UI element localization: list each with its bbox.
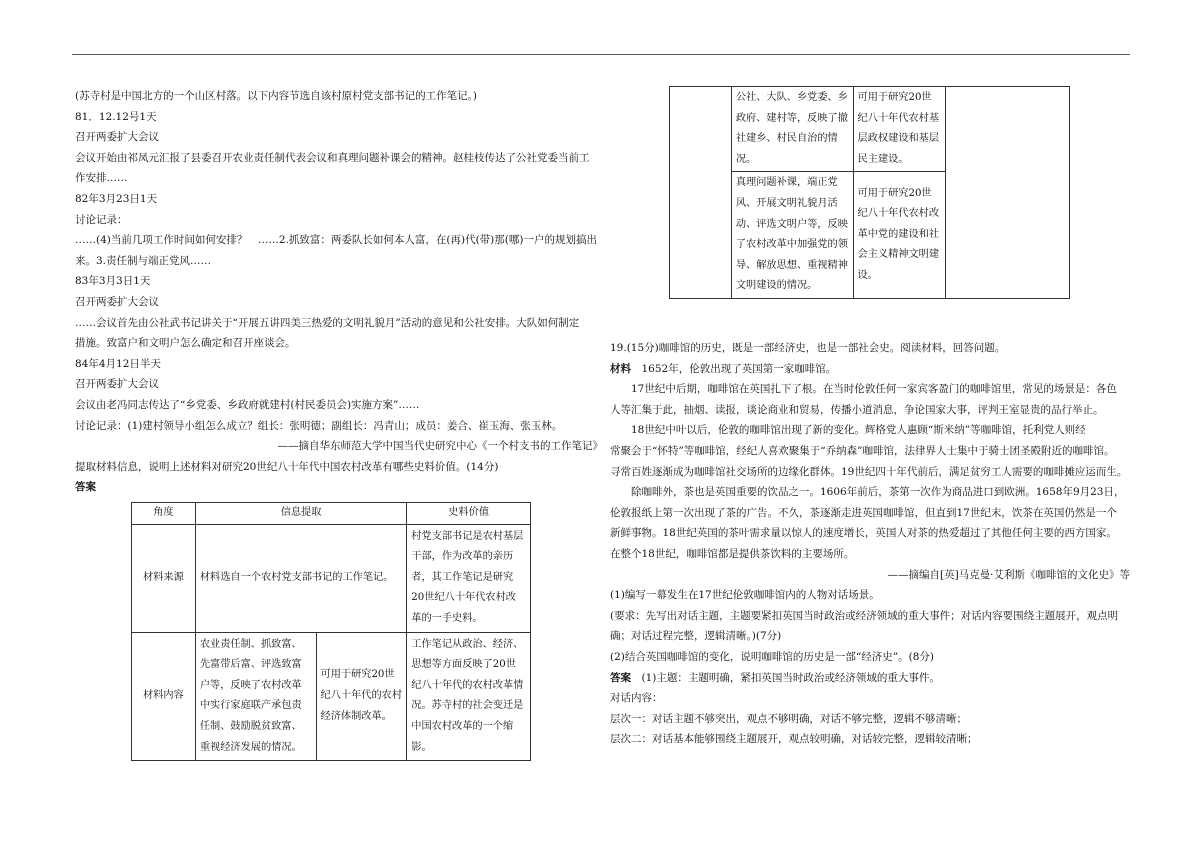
material-p3: 除咖啡外，茶也是英国重要的饮品之一。1606年前后，茶第一次作为商品进口到欧洲。1658年9月23日， <box>631 486 1125 499</box>
material-p2: 18世纪中叶以后，伦敦的咖啡馆出现了新的变化。辉格党人惠顾“斯米纳”等咖啡馆，托利党人则经 <box>631 424 1086 437</box>
material-p1: 17世纪中后期，咖啡馆在英国扎下了根。在当时伦敦任何一家宾客盈门的咖啡馆里，常见的场景是：各色 <box>631 383 1117 396</box>
dialog-label: 对话内容： <box>610 692 663 705</box>
header-rule <box>72 54 1130 55</box>
requirement-text-cont: 确；对话过程完整，逻辑清晰。)(7分) <box>610 630 782 643</box>
material-p2-cont2: 寻常百姓逐渐成为咖啡馆社交场所的边缘化群体。19世纪四十年代前后，满足贫穷工人需要的咖啡摊应运而生。 <box>610 465 1128 478</box>
material-p1-cont: 人等汇集于此，抽烟、读报，谈论商业和贸易，传播小道消息，争论国家大事，评判王室显贵的品行举止。 <box>610 403 1104 416</box>
requirement-text: (要求：先写出对话主题，主题要紧扣英国当时政治或经济领域的重大事件；对话内容要围绕主题展开，观点明 <box>610 609 1119 622</box>
cell-mid-content: 可用于研究20世纪八十年代的农村经济体制改革。 <box>316 632 407 761</box>
entry3-title: 召开两委扩大会议 <box>75 295 159 308</box>
entry1-body-cont: 作安排…… <box>75 172 128 185</box>
table-header-angle: 角度 <box>132 503 196 525</box>
answer-label: 答案 <box>75 481 96 494</box>
entry2-body-cont: 来。3.责任制与端正党风…… <box>75 254 212 267</box>
level-one: 层次一：对话主题不够突出，观点不够明确，对话不够完整，逻辑不够清晰； <box>610 712 967 725</box>
table-row <box>132 524 531 632</box>
table-header-info: 信息提取 <box>195 503 406 525</box>
level-two: 层次二：对话基本能够围绕主题展开，观点较明确，对话较完整，逻辑较清晰； <box>610 733 978 746</box>
entry4-date: 84年4月12日半天 <box>75 357 161 370</box>
entry3-body-cont: 措施。致富户和文明户怎么确定和召开座谈会。 <box>75 337 296 350</box>
cell-value-source: 村党支部书记是农村基层干部，作为改革的亲历者，其工作笔记是研究20世纪八十年代农村改革的一手史料。 <box>407 524 531 632</box>
entry2-date: 82年3月23日1天 <box>75 192 158 205</box>
entry1-body: 会议开始由祁凤元汇报了县委召开农业责任制代表会议和真理问题补课会的精神。赵桂枝传达了公社党委当前工 <box>75 151 590 164</box>
table-row <box>670 87 1070 172</box>
entry3-body: ……会议首先由公社武书记讲关于“开展五讲四美三热爱的文明礼貌月”活动的意见和公社安排。大队如何制定 <box>75 316 580 329</box>
answer-19-1: (1)主题：主题明确，紧扣英国当时政治或经济领域的重大事件。 <box>631 671 940 684</box>
cell-value-empty <box>946 87 1070 299</box>
cell-angle-source: 材料来源 <box>132 524 196 632</box>
entry1-title: 召开两委扩大会议 <box>75 131 159 144</box>
question-19-1: (1)编写一幕发生在17世纪伦敦咖啡馆内的人物对话场景。 <box>610 589 880 602</box>
source-citation: ——摘自华东师范大学中国当代史研究中心《一个村支书的工作笔记》 <box>277 440 603 453</box>
cell-info-party: 真理问题补课，端正党风、开展文明礼貌月活动、评选文明户等，反映了农村改革中加强党的领导、解放思想、重视精神文明建设的情况。 <box>731 172 853 299</box>
cell-angle-content: 材料内容 <box>132 632 196 761</box>
cell-value-content: 工作笔记从政治、经济、思想等方面反映了20世纪八十年代的农村改革情况。苏寺村的社会变迁是中国农村改革的一个缩影。 <box>407 632 531 761</box>
material-first-line: 1652年，伦敦出现了英国第一家咖啡馆。 <box>631 362 837 375</box>
answer-label-19: 答案 <box>610 671 631 684</box>
table-row <box>132 632 531 761</box>
entry4-record: 讨论记录：(1)建村领导小组怎么成立？组长：张明德；副组长：冯青山；成员：姜合、崔玉海、张玉林。 <box>75 419 563 432</box>
entry1-date: 81．12.12号1天 <box>75 110 157 123</box>
entry2-label: 讨论记录： <box>75 213 128 226</box>
left-column <box>75 86 603 498</box>
entry4-title: 召开两委扩大会议 <box>75 378 159 391</box>
answer-table <box>131 502 531 761</box>
cell-mid-party: 可用于研究20世纪八十年代农村改革中党的建设和社会主义精神文明建设。 <box>853 172 946 299</box>
entry3-date: 83年3月3日1天 <box>75 275 151 288</box>
question-19-2: (2)结合英国咖啡馆的变化，说明咖啡馆的历史是一部“经济史”。(8分) <box>610 650 934 663</box>
cell-info-governance: 公社、大队、乡党委、乡政府、建村等，反映了撤社建乡、村民自治的情况。 <box>731 87 853 172</box>
right-column <box>610 338 1130 750</box>
table-header-value: 史料价值 <box>407 503 531 525</box>
material-p2-cont: 常聚会于“怀特”等咖啡馆，经纪人喜欢聚集于“乔纳森”咖啡馆，法律界人士集中于骑士团圣殿附近的咖啡馆。 <box>610 444 1115 457</box>
table-header-row <box>132 503 531 525</box>
material-p3-cont2: 新鲜事物。18世纪英国的茶叶需求量以惊人的速度增长，英国人对茶的热爱超过了其他任何主要的西方国家。 <box>610 527 1117 540</box>
material-p3-cont: 伦敦报纸上第一次出现了茶的广告。不久，茶逐渐走进英国咖啡馆，但直到17世纪末，饮茶在英国仍然是一个 <box>610 506 1117 519</box>
cell-info-content: 农业责任制、抓致富、先富带后富、评选致富户等，反映了农村改革中实行家庭联产承包责任制、鼓励脱贫致富、重视经济发展的情况。 <box>195 632 316 761</box>
source-citation-19: ——摘编自[英]马克曼·艾利斯《咖啡馆的文化史》等 <box>887 568 1130 581</box>
cell-mid-governance: 可用于研究20世纪八十年代农村基层政权建设和基层民主建设。 <box>853 87 946 172</box>
question-18: 提取材料信息，说明上述材料对研究20世纪八十年代中国农村改革有哪些史料价值。(14分) <box>75 460 499 473</box>
cell-angle-empty <box>670 87 732 299</box>
material-p3-cont3: 在整个18世纪，咖啡馆都是提供茶饮料的主要场所。 <box>610 547 855 560</box>
question-19: 19.(15分)咖啡馆的历史，既是一部经济史，也是一部社会史。阅读材料，回答问题。 <box>610 342 1006 354</box>
entry2-body: ……(4)当前几项工作时间如何安排？ ……2.抓致富：两委队长如何本人富，在(再)代(带)那(哪)一户的规划搞出 <box>75 234 597 247</box>
cell-info-source: 材料选自一个农村党支部书记的工作笔记。 <box>195 524 406 632</box>
intro-text: (苏寺村是中国北方的一个山区村落。以下内容节选自该村原村党支部书记的工作笔记。) <box>75 90 477 102</box>
entry4-body: 会议由老冯同志传达了“乡党委、乡政府就建村(村民委员会)实施方案”…… <box>75 398 420 411</box>
material-label: 材料 <box>610 362 631 375</box>
answer-table-continued <box>669 86 1070 299</box>
